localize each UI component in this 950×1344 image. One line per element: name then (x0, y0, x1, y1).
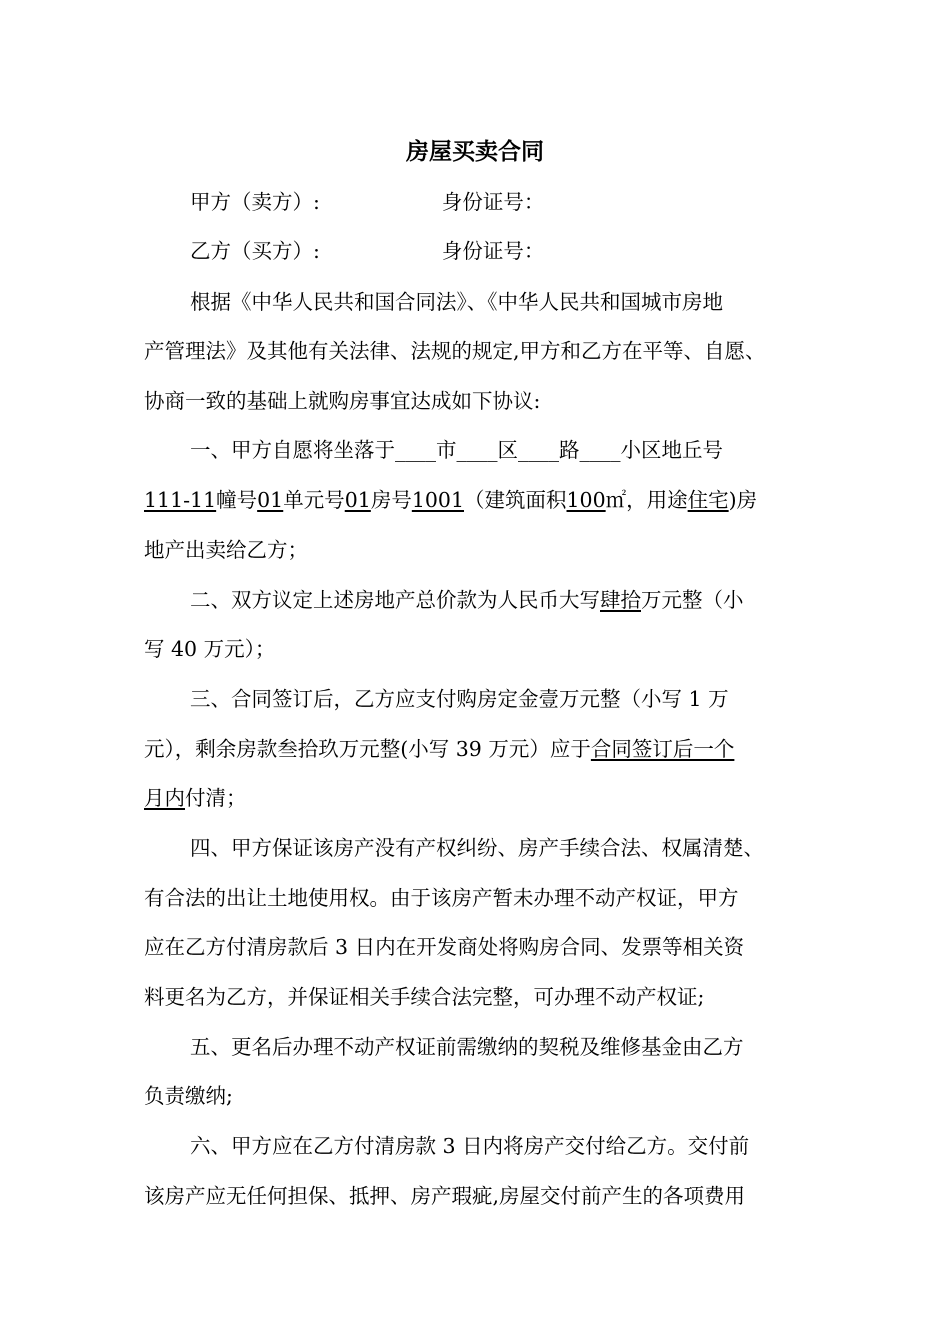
road-blank: ____ (518, 438, 559, 462)
party-b-id-label: 身份证号： (441, 239, 545, 263)
clause-1-line-3: 地产出卖给乙方； (144, 538, 308, 562)
party-b-label: 乙方（买方）: (190, 239, 320, 263)
preamble-line-1: 根据《中华人民共和国合同法》、《中华人民共和国城市房地 (190, 290, 723, 314)
clause-5-line-1: 五、更名后办理不动产权证前需缴纳的契税及维修基金由乙方 (190, 1035, 744, 1059)
clause-4-line-2: 有合法的出让土地使用权。由于该房产暂未办理不动产权证，甲方 (144, 886, 739, 910)
preamble-line-2: 产管理法》及其他有关法律、法规的规定,甲方和乙方在平等、自愿、 (144, 339, 766, 363)
preamble-line-3: 协商一致的基础上就购房事宜达成如下协议: (144, 389, 541, 413)
party-a-label: 甲方（卖方）: (190, 190, 320, 214)
clause-4-line-1: 四、甲方保证该房产没有产权纠纷、房产手续合法、权属清楚、 (190, 836, 764, 860)
clause-5-line-2: 负责缴纳; (144, 1084, 233, 1108)
clause-4-line-4: 料更名为乙方，并保证相关手续合法完整，可办理不动产权证; (144, 985, 705, 1009)
party-b-line (190, 236, 860, 266)
clause-4-line-3: 应在乙方付清房款后 3 日内在开发商处将购房合同、发票等相关资 (144, 935, 745, 959)
city-blank: ____ (395, 438, 436, 462)
clause-1-line-2: 111-11幢号01单元号01房号1001（建筑面积100㎡，用途住宅)房 (144, 488, 758, 512)
clause-6-line-1: 六、甲方应在乙方付清房款 3 日内将房产交付给乙方。交付前 (190, 1134, 750, 1158)
clause-2-line-2: 写 40 万元）； (144, 637, 276, 661)
clause-3-line-3: 月内付清； (144, 786, 247, 810)
unit-number: 01 (344, 488, 371, 512)
plot-number: 111-11 (144, 488, 217, 512)
party-a-id-label: 身份证号： (441, 190, 545, 214)
building-area: 100 (566, 488, 606, 512)
payment-deadline-cont: 月内 (144, 786, 185, 810)
clause-6-line-2: 该房产应无任何担保、抵押、房产瑕疵,房屋交付前产生的各项费用 (144, 1184, 746, 1208)
community-blank: ____ (579, 438, 621, 462)
room-number: 1001 (411, 488, 464, 512)
property-usage: 住宅 (687, 488, 729, 512)
clause-3-line-1: 三、合同签订后，乙方应支付购房定金壹万元整（小写 1 万 (190, 687, 729, 711)
clause-3-line-2: 元），剩余房款叁拾玖万元整(小写 39 万元）应于合同签订后一个 (144, 737, 735, 761)
clause-1-line-1: 一、甲方自愿将坐落于____市____区____路____小区地丘号 (190, 438, 723, 462)
district-blank: ____ (456, 438, 498, 462)
party-a-line (190, 187, 860, 217)
document-title: 房屋买卖合同 (406, 139, 544, 165)
clause-2-line-1: 二、双方议定上述房地产总价款为人民币大写肆拾万元整（小 (190, 588, 744, 612)
price-uppercase: 肆拾 (600, 588, 641, 612)
building-number: 01 (257, 488, 284, 512)
payment-deadline: 合同签订后一个 (590, 737, 735, 761)
